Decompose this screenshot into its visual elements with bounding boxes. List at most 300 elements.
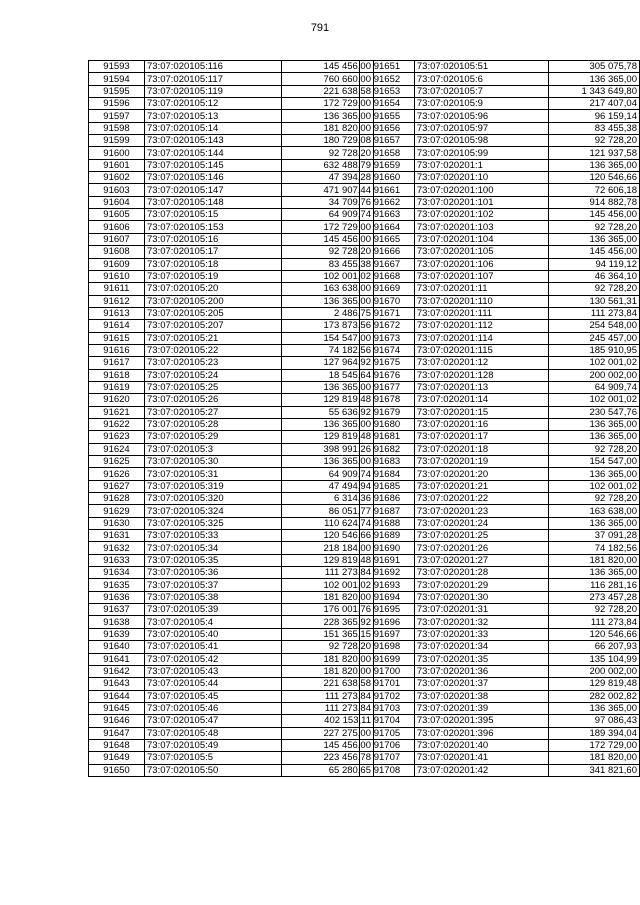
cadastral-value: 136 365,00: [549, 418, 640, 430]
row-number: 91681: [360, 431, 415, 443]
cadastral-number: 73:07:020105:25: [145, 381, 282, 393]
row-number: 91677: [360, 381, 415, 393]
row-number: 91619: [89, 381, 145, 393]
table-row: [360, 456, 640, 468]
cadastral-value: 398 991,26: [282, 443, 374, 455]
row-number: 91634: [89, 567, 145, 579]
cadastral-value: 154 547,00: [282, 332, 374, 344]
cadastral-number: 73:07:020105:119: [145, 85, 282, 97]
cadastral-number: 73:07:020201:30: [414, 591, 549, 603]
table-row: [360, 159, 640, 171]
cadastral-value: 151 365,15: [282, 628, 374, 640]
cadastral-value: 254 548,00: [549, 320, 640, 332]
cadastral-value: 305 075,78: [549, 61, 640, 73]
cadastral-number: 73:07:020105:29: [145, 431, 282, 443]
cadastral-number: 73:07:020201:110: [414, 295, 549, 307]
cadastral-number: 73:07:020201:1: [414, 159, 549, 171]
row-number: 91644: [89, 690, 145, 702]
cadastral-number: 73:07:020201:11: [414, 283, 549, 295]
cadastral-number: 73:07:020105:99: [414, 147, 549, 159]
row-number: 91615: [89, 332, 145, 344]
table-row: [89, 394, 374, 406]
cadastral-number: 73:07:020105:34: [145, 542, 282, 554]
table-row: [89, 369, 374, 381]
row-number: 91663: [360, 209, 415, 221]
cadastral-value: 64 909,74: [282, 209, 374, 221]
table-row: [89, 505, 374, 517]
table-row: [89, 653, 374, 665]
cadastral-value: 200 002,00: [549, 665, 640, 677]
cadastral-value: 227 275,00: [282, 727, 374, 739]
table-row: [360, 653, 640, 665]
cadastral-value: 135 104,99: [549, 653, 640, 665]
cadastral-number: 73:07:020201:37: [414, 678, 549, 690]
cadastral-value: 176 001,76: [282, 604, 374, 616]
cadastral-value: 471 907,44: [282, 184, 374, 196]
cadastral-value: 136 365,00: [549, 517, 640, 529]
table-row: [360, 369, 640, 381]
cadastral-value: 110 624,74: [282, 517, 374, 529]
row-number: 91696: [360, 616, 415, 628]
cadastral-value: 136 365,00: [549, 73, 640, 85]
cadastral-number: 73:07:020201:20: [414, 468, 549, 480]
row-number: 91625: [89, 456, 145, 468]
row-number: 91691: [360, 554, 415, 566]
row-number: 91674: [360, 344, 415, 356]
row-number: 91630: [89, 517, 145, 529]
cadastral-number: 73:07:020105:147: [145, 184, 282, 196]
row-number: 91609: [89, 258, 145, 270]
row-number: 91622: [89, 418, 145, 430]
row-number: 91597: [89, 110, 145, 122]
table-row: [360, 530, 640, 542]
cadastral-number: 73:07:020105:35: [145, 554, 282, 566]
table-row: [360, 628, 640, 640]
cadastral-value: 18 545,64: [282, 369, 374, 381]
table-row: [360, 307, 640, 319]
table-row: [89, 73, 374, 85]
row-number: 91698: [360, 641, 415, 653]
table-row: [89, 567, 374, 579]
row-number: 91703: [360, 702, 415, 714]
table-row: [89, 196, 374, 208]
cadastral-number: 73:07:020201:111: [414, 307, 549, 319]
cadastral-number: 73:07:020105:38: [145, 591, 282, 603]
table-row: [360, 332, 640, 344]
cadastral-number: 73:07:020201:112: [414, 320, 549, 332]
row-number: 91655: [360, 110, 415, 122]
cadastral-number: 73:07:020105:42: [145, 653, 282, 665]
table-row: [89, 381, 374, 393]
row-number: 91618: [89, 369, 145, 381]
cadastral-value: 72 606,18: [549, 184, 640, 196]
cadastral-value: 86 051,77: [282, 505, 374, 517]
table-row: [360, 468, 640, 480]
cadastral-value: 181 820,00: [549, 752, 640, 764]
cadastral-number: 73:07:020201:38: [414, 690, 549, 702]
table-row: [360, 295, 640, 307]
cadastral-value: 1 343 649,80: [549, 85, 640, 97]
cadastral-number: 73:07:020105:50: [145, 764, 282, 776]
row-number: 91688: [360, 517, 415, 529]
cadastral-number: 73:07:020105:51: [414, 61, 549, 73]
table-row: [89, 480, 374, 492]
row-number: 91599: [89, 135, 145, 147]
table-row: [89, 431, 374, 443]
cadastral-number: 73:07:020201:27: [414, 554, 549, 566]
cadastral-value: 145 456,00: [549, 246, 640, 258]
row-number: 91683: [360, 456, 415, 468]
row-number: 91687: [360, 505, 415, 517]
cadastral-number: 73:07:020105:12: [145, 98, 282, 110]
cadastral-number: 73:07:020105:117: [145, 73, 282, 85]
row-number: 91626: [89, 468, 145, 480]
cadastral-value: 136 365,00: [549, 159, 640, 171]
table-row: [89, 283, 374, 295]
cadastral-number: 73:07:020201:35: [414, 653, 549, 665]
row-number: 91664: [360, 221, 415, 233]
table-row: [89, 456, 374, 468]
cadastral-number: 73:07:020105:36: [145, 567, 282, 579]
row-number: 91636: [89, 591, 145, 603]
cadastral-number: 73:07:020105:98: [414, 135, 549, 147]
cadastral-number: 73:07:020201:395: [414, 715, 549, 727]
row-number: 91685: [360, 480, 415, 492]
table-row: [89, 715, 374, 727]
table-row: [360, 320, 640, 332]
cadastral-value: 181 820,00: [282, 591, 374, 603]
cadastral-value: 136 365,00: [282, 418, 374, 430]
table-row: [89, 61, 374, 73]
cadastral-value: 92 728,20: [282, 246, 374, 258]
cadastral-value: 92 728,20: [282, 641, 374, 653]
cadastral-number: 73:07:020105:207: [145, 320, 282, 332]
row-number: 91596: [89, 98, 145, 110]
table-row: [89, 172, 374, 184]
cadastral-number: 73:07:020201:21: [414, 480, 549, 492]
row-number: 91600: [89, 147, 145, 159]
table-row: [360, 406, 640, 418]
table-row: [89, 739, 374, 751]
table-row: [360, 702, 640, 714]
cadastral-number: 73:07:020201:13: [414, 381, 549, 393]
table-row: [89, 246, 374, 258]
cadastral-number: 73:07:020201:128: [414, 369, 549, 381]
cadastral-number: 73:07:020201:19: [414, 456, 549, 468]
cadastral-value: 632 488,79: [282, 159, 374, 171]
table-row: [360, 246, 640, 258]
cadastral-value: 64 909,74: [549, 381, 640, 393]
cadastral-number: 73:07:020105:45: [145, 690, 282, 702]
table-row: [360, 135, 640, 147]
cadastral-value: 154 547,00: [549, 456, 640, 468]
cadastral-number: 73:07:020201:40: [414, 739, 549, 751]
table-row: [89, 604, 374, 616]
cadastral-number: 73:07:020201:16: [414, 418, 549, 430]
row-number: 91642: [89, 665, 145, 677]
cadastral-value: 136 365,00: [282, 381, 374, 393]
cadastral-value: 47 494,94: [282, 480, 374, 492]
cadastral-value: 200 002,00: [549, 369, 640, 381]
row-number: 91704: [360, 715, 415, 727]
table-row: [360, 542, 640, 554]
row-number: 91624: [89, 443, 145, 455]
cadastral-value: 111 273,84: [549, 307, 640, 319]
cadastral-number: 73:07:020105:13: [145, 110, 282, 122]
cadastral-value: 111 273,84: [282, 702, 374, 714]
table-row: [360, 270, 640, 282]
cadastral-value: 136 365,00: [549, 567, 640, 579]
cadastral-value: 111 273,84: [282, 567, 374, 579]
cadastral-number: 73:07:020201:102: [414, 209, 549, 221]
cadastral-number: 73:07:020105:143: [145, 135, 282, 147]
table-row: [89, 641, 374, 653]
table-row: [89, 727, 374, 739]
cadastral-value: 92 728,20: [549, 283, 640, 295]
table-row: [360, 616, 640, 628]
cadastral-number: 73:07:020201:14: [414, 394, 549, 406]
page-number: 791: [310, 22, 330, 34]
cadastral-number: 73:07:020105:47: [145, 715, 282, 727]
row-number: 91682: [360, 443, 415, 455]
row-number: 91675: [360, 357, 415, 369]
cadastral-value: 92 728,20: [549, 443, 640, 455]
cadastral-number: 73:07:020105:4: [145, 616, 282, 628]
cadastral-value: 34 709,76: [282, 196, 374, 208]
table-row: [360, 665, 640, 677]
cadastral-number: 73:07:020105:28: [145, 418, 282, 430]
row-number: 91676: [360, 369, 415, 381]
table-row: [89, 616, 374, 628]
row-number: 91646: [89, 715, 145, 727]
cadastral-number: 73:07:020105:148: [145, 196, 282, 208]
row-number: 91702: [360, 690, 415, 702]
cadastral-value: 129 819,48: [282, 554, 374, 566]
cadastral-number: 73:07:020201:106: [414, 258, 549, 270]
table-row: [360, 443, 640, 455]
cadastral-value: 65 280,65: [282, 764, 374, 776]
row-number: 91671: [360, 307, 415, 319]
cadastral-value: 46 364,10: [549, 270, 640, 282]
cadastral-number: 73:07:020201:12: [414, 357, 549, 369]
row-number: 91605: [89, 209, 145, 221]
cadastral-number: 73:07:020201:34: [414, 641, 549, 653]
row-number: 91659: [360, 159, 415, 171]
row-number: 91637: [89, 604, 145, 616]
table-row: [89, 307, 374, 319]
row-number: 91708: [360, 764, 415, 776]
table-row: [89, 270, 374, 282]
table-row: [89, 678, 374, 690]
row-number: 91654: [360, 98, 415, 110]
cadastral-number: 73:07:020201:33: [414, 628, 549, 640]
cadastral-number: 73:07:020201:26: [414, 542, 549, 554]
table-row: [360, 418, 640, 430]
row-number: 91640: [89, 641, 145, 653]
row-number: 91665: [360, 233, 415, 245]
cadastral-value: 181 820,00: [282, 122, 374, 134]
row-number: 91613: [89, 307, 145, 319]
row-number: 91667: [360, 258, 415, 270]
right-table: [359, 60, 640, 777]
cadastral-value: 136 365,00: [282, 295, 374, 307]
cadastral-value: 273 457,28: [549, 591, 640, 603]
table-row: [360, 122, 640, 134]
cadastral-value: 217 407,04: [549, 98, 640, 110]
row-number: 91670: [360, 295, 415, 307]
table-row: [360, 431, 640, 443]
row-number: 91653: [360, 85, 415, 97]
row-number: 91651: [360, 61, 415, 73]
cadastral-value: 218 184,00: [282, 542, 374, 554]
cadastral-number: 73:07:020201:25: [414, 530, 549, 542]
cadastral-number: 73:07:020105:96: [414, 110, 549, 122]
row-number: 91692: [360, 567, 415, 579]
cadastral-value: 221 638,58: [282, 678, 374, 690]
row-number: 91610: [89, 270, 145, 282]
cadastral-value: 116 281,16: [549, 579, 640, 591]
row-number: 91705: [360, 727, 415, 739]
table-row: [360, 61, 640, 73]
cadastral-value: 221 638,58: [282, 85, 374, 97]
row-number: 91699: [360, 653, 415, 665]
cadastral-number: 73:07:020105:33: [145, 530, 282, 542]
table-row: [89, 468, 374, 480]
left-table: [88, 60, 374, 777]
cadastral-number: 73:07:020201:22: [414, 493, 549, 505]
cadastral-number: 73:07:020105:41: [145, 641, 282, 653]
cadastral-value: 245 457,00: [549, 332, 640, 344]
table-row: [360, 147, 640, 159]
cadastral-number: 73:07:020201:114: [414, 332, 549, 344]
table-row: [89, 406, 374, 418]
cadastral-number: 73:07:020105:7: [414, 85, 549, 97]
table-row: [360, 727, 640, 739]
table-row: [89, 418, 374, 430]
cadastral-number: 73:07:020105:17: [145, 246, 282, 258]
cadastral-number: 73:07:020105:324: [145, 505, 282, 517]
table-row: [360, 394, 640, 406]
row-number: 91628: [89, 493, 145, 505]
table-row: [360, 221, 640, 233]
row-number: 91631: [89, 530, 145, 542]
row-number: 91629: [89, 505, 145, 517]
cadastral-number: 73:07:020201:41: [414, 752, 549, 764]
cadastral-number: 73:07:020201:24: [414, 517, 549, 529]
cadastral-value: 111 273,84: [282, 690, 374, 702]
cadastral-value: 282 002,82: [549, 690, 640, 702]
table-row: [89, 530, 374, 542]
table-row: [360, 604, 640, 616]
row-number: 91669: [360, 283, 415, 295]
row-number: 91604: [89, 196, 145, 208]
table-row: [89, 628, 374, 640]
row-number: 91690: [360, 542, 415, 554]
row-number: 91656: [360, 122, 415, 134]
table-row: [89, 332, 374, 344]
cadastral-number: 73:07:020105:200: [145, 295, 282, 307]
row-number: 91607: [89, 233, 145, 245]
cadastral-number: 73:07:020105:44: [145, 678, 282, 690]
cadastral-number: 73:07:020105:31: [145, 468, 282, 480]
table-row: [360, 554, 640, 566]
row-number: 91657: [360, 135, 415, 147]
table-row: [89, 135, 374, 147]
table-row: [89, 764, 374, 776]
cadastral-number: 73:07:020105:15: [145, 209, 282, 221]
cadastral-number: 73:07:020201:396: [414, 727, 549, 739]
table-row: [360, 517, 640, 529]
cadastral-number: 73:07:020201:10: [414, 172, 549, 184]
row-number: 91627: [89, 480, 145, 492]
cadastral-number: 73:07:020105:30: [145, 456, 282, 468]
table-row: [89, 221, 374, 233]
cadastral-value: 163 638,00: [282, 283, 374, 295]
row-number: 91612: [89, 295, 145, 307]
row-number: 91606: [89, 221, 145, 233]
row-number: 91695: [360, 604, 415, 616]
cadastral-number: 73:07:020105:3: [145, 443, 282, 455]
cadastral-value: 66 207,93: [549, 641, 640, 653]
row-number: 91621: [89, 406, 145, 418]
cadastral-number: 73:07:020105:39: [145, 604, 282, 616]
row-number: 91706: [360, 739, 415, 751]
cadastral-number: 73:07:020105:48: [145, 727, 282, 739]
row-number: 91666: [360, 246, 415, 258]
cadastral-number: 73:07:020105:116: [145, 61, 282, 73]
table-row: [360, 98, 640, 110]
row-number: 91672: [360, 320, 415, 332]
table-row: [89, 85, 374, 97]
row-number: 91635: [89, 579, 145, 591]
cadastral-value: 145 456,00: [282, 739, 374, 751]
cadastral-value: 127 964,92: [282, 357, 374, 369]
cadastral-value: 402 153,11: [282, 715, 374, 727]
cadastral-value: 136 365,00: [282, 110, 374, 122]
cadastral-value: 102 001,02: [282, 579, 374, 591]
row-number: 91641: [89, 653, 145, 665]
cadastral-number: 73:07:020105:27: [145, 406, 282, 418]
cadastral-value: 230 547,76: [549, 406, 640, 418]
table-row: [360, 493, 640, 505]
table-row: [360, 85, 640, 97]
cadastral-number: 73:07:020201:18: [414, 443, 549, 455]
cadastral-value: 181 820,00: [282, 653, 374, 665]
row-number: 91660: [360, 172, 415, 184]
cadastral-value: 181 820,00: [549, 554, 640, 566]
cadastral-value: 223 456,78: [282, 752, 374, 764]
table-row: [89, 98, 374, 110]
cadastral-value: 37 091,28: [549, 530, 640, 542]
row-number: 91623: [89, 431, 145, 443]
cadastral-number: 73:07:020105:145: [145, 159, 282, 171]
cadastral-number: 73:07:020201:115: [414, 344, 549, 356]
cadastral-value: 2 486,75: [282, 307, 374, 319]
cadastral-number: 73:07:020105:97: [414, 122, 549, 134]
cadastral-number: 73:07:020201:23: [414, 505, 549, 517]
table-row: [360, 739, 640, 751]
row-number: 91678: [360, 394, 415, 406]
table-row: [89, 295, 374, 307]
row-number: 91595: [89, 85, 145, 97]
cadastral-value: 92 728,20: [549, 604, 640, 616]
cadastral-value: 97 086,43: [549, 715, 640, 727]
cadastral-number: 73:07:020105:20: [145, 283, 282, 295]
cadastral-value: 111 273,84: [549, 616, 640, 628]
row-number: 91701: [360, 678, 415, 690]
table-row: [360, 258, 640, 270]
cadastral-value: 55 636,92: [282, 406, 374, 418]
